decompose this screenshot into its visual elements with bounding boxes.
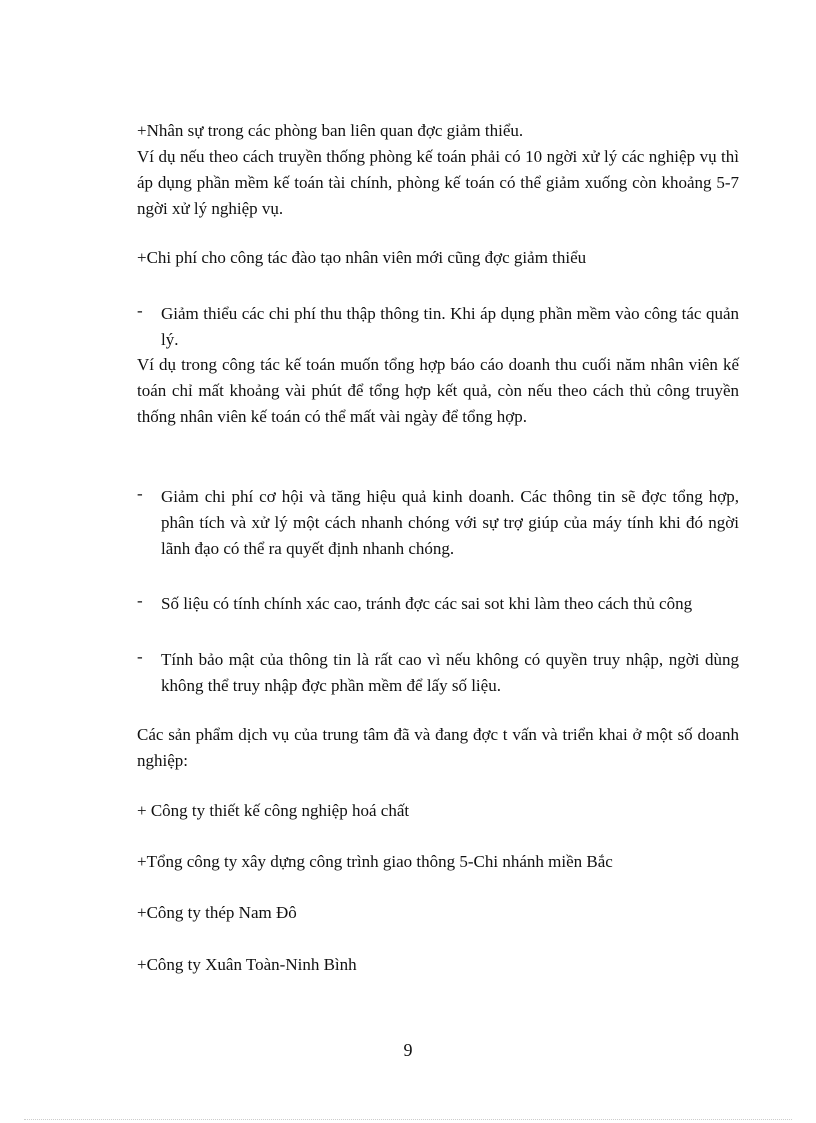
bullet-item-security [137, 647, 739, 699]
company-list-item: +Công ty thép Nam Đô [137, 903, 297, 922]
company-list-item: +Công ty Xuân Toàn-Ninh Bình [137, 955, 357, 974]
paragraph-revenue-example: Ví dụ trong công tác kế toán muốn tổng hợp báo cáo doanh thu cuối năm nhân viên kế toán chỉ mất khoảng vài phút để tổng hợp kết quả, còn nếu theo cách thủ công truyền thống nhân viên kế toán có thể mất vài ngày để tổng hợp. [137, 355, 739, 426]
bullet-marker: - [137, 647, 143, 666]
paragraph-training-cost: +Chi phí cho công tác đào tạo nhân viên mới cũng đợc giảm thiểu [137, 248, 587, 267]
paragraph-accounting-example: Ví dụ nếu theo cách truyền thống phòng kế toán phải có 10 ngời xử lý các nghiệp vụ thì áp dụng phần mềm kế toán tài chính, phòng kế toán có thể giảm xuống còn khoảng 5-7 ngời xử lý nghiệp vụ. [137, 147, 739, 218]
bullet-item-info-cost [137, 301, 739, 353]
bullet-text: Giảm thiểu các chi phí thu thập thông tin. Khi áp dụng phần mềm vào công tác quản lý. [161, 304, 739, 349]
bullet-marker: - [137, 591, 143, 610]
bullet-marker: - [137, 301, 143, 320]
bullet-text: Giảm chi phí cơ hội và tăng hiệu quả kinh doanh. Các thông tin sẽ đợc tổng hợp, phân tích và xử lý một cách nhanh chóng với sự trợ giúp của máy tính khi đó ngời lãnh đạo có thể ra quyết định nhanh chóng. [161, 487, 739, 558]
page-number: 9 [403, 1040, 413, 1060]
bullet-item-opportunity-cost [137, 484, 739, 562]
bullet-text: Số liệu có tính chính xác cao, tránh đợc các sai sot khi làm theo cách thủ công [161, 594, 693, 613]
bullet-marker: - [137, 484, 143, 503]
company-list-item: + Công ty thiết kế công nghiệp hoá chất [137, 801, 410, 820]
company-list-item: +Tổng công ty xây dựng công trình giao thông 5-Chi nhánh miền Bắc [137, 852, 613, 871]
footer-divider [24, 1119, 792, 1120]
bullet-text: Tính bảo mật của thông tin là rất cao vì nếu không có quyền truy nhập, ngời dùng không thể truy nhập đợc phần mềm để lấy số liệu. [161, 650, 739, 695]
bullet-item-accuracy [137, 591, 739, 617]
paragraph-products-intro: Các sản phẩm dịch vụ của trung tâm đã và đang đợc t vấn và triển khai ở một số doanh nghiệp: [137, 725, 739, 770]
paragraph-staff-reduction: +Nhân sự trong các phòng ban liên quan đợc giảm thiểu. [137, 121, 524, 140]
